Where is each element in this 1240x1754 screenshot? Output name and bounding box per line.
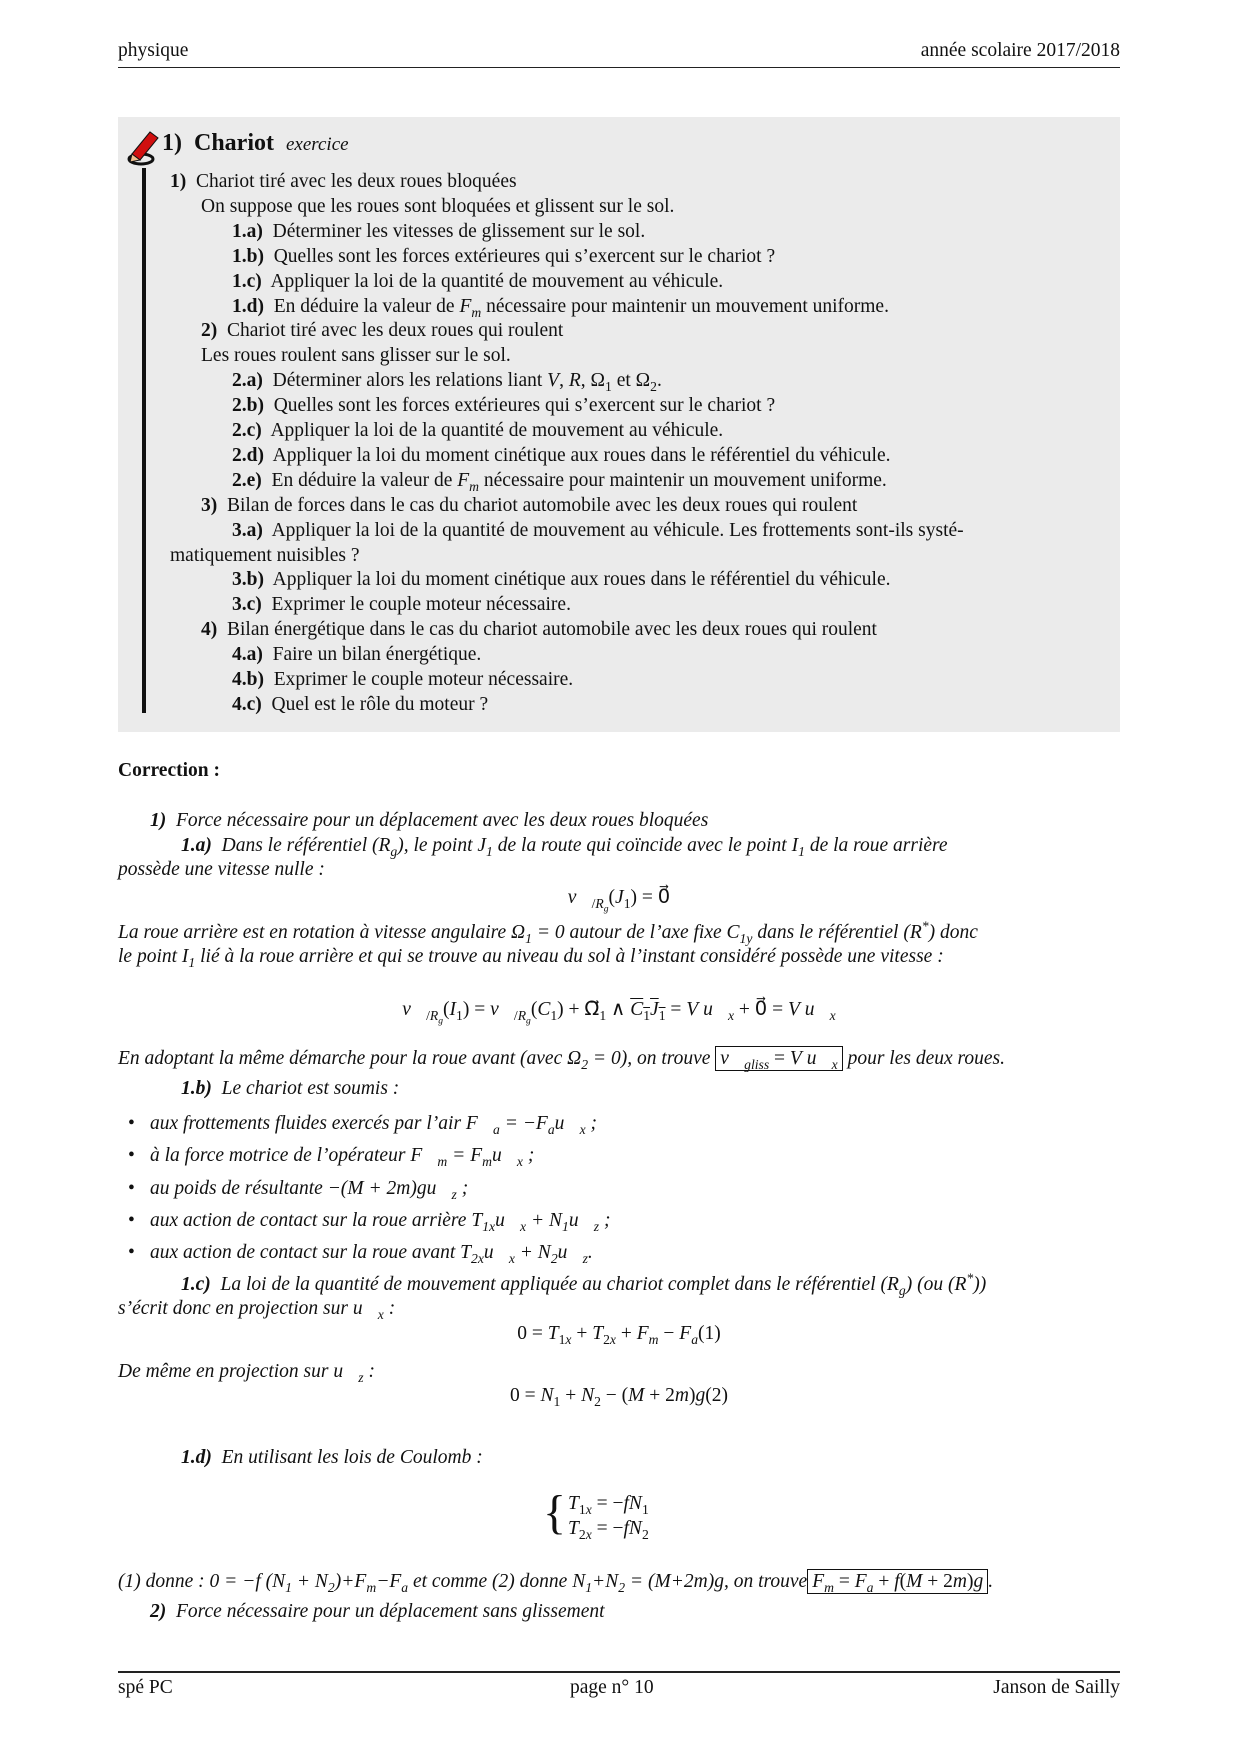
paragraph: En adoptant la même démarche pour la roue avant (avec $\Omega_2 = 0$), on trouve bbox=[118, 1048, 711, 1072]
question-line bbox=[232, 468, 887, 493]
section-title: Force nécessaire pour un déplacement sans glissement bbox=[176, 1601, 605, 1622]
exercise-title bbox=[162, 130, 349, 157]
header-rule bbox=[118, 67, 1120, 68]
paragraph: Dans le référentiel $(R_g)$, le point $J_1$ de la route qui coïncide avec le point $I_1$ de la roue arrière bbox=[221, 835, 948, 859]
question-label: 2.e) bbox=[232, 469, 262, 491]
question-text: On suppose que les roues sont bloquées et glissent sur le sol. bbox=[201, 195, 675, 217]
equation: $T_{2x} = -fN_2$ bbox=[568, 1518, 649, 1542]
question-label: 4.b) bbox=[232, 669, 264, 690]
correction-heading: Correction : bbox=[118, 760, 220, 781]
list-item bbox=[128, 1178, 468, 1200]
question-line bbox=[232, 368, 662, 393]
boxed-result: $F_m = F_a + f(M + 2m)g$ bbox=[807, 1569, 988, 1594]
list-item bbox=[128, 1242, 593, 1264]
question-label: 3) bbox=[201, 494, 218, 516]
question-line bbox=[232, 567, 891, 592]
equation: $T_{1x} = -fN_1$ bbox=[568, 1493, 649, 1517]
paragraph: le point $I_1$ lié à la roue arrière et qui se trouve au niveau du sol à l’instant considéré possède une vitesse : bbox=[118, 946, 944, 970]
question-label: 1.a) bbox=[232, 220, 263, 242]
section-label: 1) bbox=[150, 810, 167, 831]
question-label: 2) bbox=[201, 320, 218, 342]
sub-label: 1.a) bbox=[181, 835, 212, 856]
question-line bbox=[201, 318, 563, 343]
question-line bbox=[232, 219, 645, 244]
question-label: 4.c) bbox=[232, 693, 262, 715]
question-line bbox=[232, 294, 889, 319]
list-item-text: à la force motrice de l’opérateur $F⃗_m$ = $F_mu⃗_x$ ; bbox=[150, 1145, 535, 1169]
question-text: Appliquer la loi de la quantité de mouvement au véhicule. bbox=[270, 420, 724, 441]
question-line bbox=[201, 194, 674, 219]
question-text: Quelles sont les forces extérieures qui s’exercent sur le chariot ? bbox=[273, 245, 776, 267]
paragraph: pour les deux roues. bbox=[847, 1048, 1005, 1069]
question-line bbox=[232, 642, 481, 667]
sub-label: 1.b) bbox=[181, 1078, 212, 1099]
question-line bbox=[201, 617, 877, 642]
question-text: Exprimer le couple moteur nécessaire. bbox=[273, 669, 574, 690]
exercise-number: 1) bbox=[162, 130, 182, 156]
question-text: Déterminer les vitesses de glissement sur le sol. bbox=[272, 220, 646, 242]
question-label: 2.b) bbox=[232, 395, 264, 417]
document-page: physique année scolaire 2017/2018 1) Chariot exercice 1) Chariot tiré avec les deux roues bloquées On suppose que les roues sont bloquées et glissent sur le sol. 1.a) Déterminer les vitesses de glissement sur le sol. 1.b) Quelles sont les forces extérieures qui s’exercent sur le chariot ? 1.c) Appliquer la loi de la quantité de mouvement au véhicule. 1.d) En déduire la valeur de $F_m$ nécessaire pour maintenir un mouvement uniforme. 2) Chariot tiré avec les deux roues qui roulent Les roues roulent sans glisser sur le sol. 2.a) Déterminer alors les relations liant V, R, $\Omega_1$ et $\Omega_2$. 2.b) Quelles sont les forces extérieures qui s’exercent sur le chariot ? 2.c) Appliquer la loi de la quantité de mouvement au véhicule. 2.d) Appliquer la loi du moment cinétique aux roues dans le référentiel du véhicule. 2.e) En déduire la valeur de $F_m$ nécessaire pour maintenir un mouvement uniforme. 3) Bilan de forces dans le cas du chariot automobile avec les deux roues qui roulent 3.a) Appliquer la loi de la quantité de mouvement au véhicule. Les frottements sont-ils systé- matiquement nuisibles ? 3.b) Appliquer la loi du moment cinétique aux roues dans le référentiel du véhicule. 3.c) Exprimer le couple moteur nécessaire. 4) Bilan énergétique dans le cas du chariot automobile avec les deux roues qui roulent 4.a) Faire un bilan énergétique. 4.b) Exprimer le couple moteur nécessaire. 4.c) Quel est le rôle du moteur ? Correction : 1) Force nécessaire pour un déplacement avec les deux roues bloquées 1.a) Dans le référentiel $(R_g)$, le point $J_1$ de la route qui coïncide avec le point $I_1$ de la roue arrière possède une vitesse nulle : $v⃗_{/R_g}(J_1)$ = 0⃗ La roue arrière est en rotation à vitesse angulaire $\Omega_1 = 0$ autour de l’axe fixe $C_{1y}$ dans le référentiel (R*) donc le point $I_1$ lié à la roue arrière et qui se trouve au niveau du sol à l’instant considéré possède une vitesse : $v⃗_{/R_g}(I_1)$ = $v⃗_{/R_g}(C_1)$ + $\Omega⃗_1$ ∧ $C_1J_1 = V$ $u⃗_x$ + 0⃗ = V $u⃗_x$ En adoptant la même démarche pour la roue avant (avec $\Omega_2 = 0$), on trouve $v⃗_{gliss} = V$ $u⃗_x$ pour les deux roues. 1.b) Le chariot est soumis : • aux frottements fluides exercés par l’air $F⃗_a$ = $-F_au⃗_x$ ; • à la force motrice de l’opérateur $F⃗_m$ = $F_mu⃗_x$ ; • au poids de résultante $-(M + 2m)gu⃗_z$ ; • aux action de contact sur la roue arrière $T_{1x}u⃗_x$ + $N_1u⃗_z$ ; • aux action de contact sur la roue avant $T_{2x}u⃗_x$ + $N_2u⃗_z$. 1.c) La loi de la quantité de mouvement appliquée au chariot complet dans le référentiel $(R_g)$ (ou (R*)) s’écrit donc en projection sur $u⃗_x$ : $0 = T_{1x} + T_{2x} + F_m - F_a(1)$ De même en projection sur $u⃗_z$ : $0 = N_1 + N_2 - (M + 2m)g(2)$ 1.d) En utilisant les lois de Coulomb : { $T_{1x} = -fN_1$ $T_{2x} = -fN_2$ (1) donne : 0 = −f $(N_1 + N_2)+F_m-F_a$ et comme (2) donne $N_1+N_2 = (M+2m)g$, on trouve $F_m = F_a + f(M + 2m)g$ . 2) Force nécessaire pour un déplacement sans glissement spé PC page n° 10 Janson de Sailly bbox=[0, 0, 1240, 1754]
list-item bbox=[128, 1210, 610, 1232]
list-item-text: aux action de contact sur la roue arrière $T_{1x}u⃗_x$ + $N_1u⃗_z$ ; bbox=[150, 1210, 611, 1234]
equation: $0 = T_{1x} + T_{2x} + F_m - F_a(1)$ bbox=[517, 1323, 721, 1347]
question-text: Faire un bilan énergétique. bbox=[272, 644, 482, 666]
question-label: 3.a) bbox=[232, 519, 263, 541]
question-text: Quel est le rôle du moteur ? bbox=[271, 693, 489, 715]
sub-label: 1.d) bbox=[181, 1447, 212, 1468]
footer-school: Janson de Sailly bbox=[993, 1677, 1120, 1698]
section-title: Force nécessaire pour un déplacement avec les deux roues bloquées bbox=[176, 810, 709, 831]
question-line bbox=[232, 692, 488, 717]
page-number: page n° 10 bbox=[570, 1677, 654, 1698]
question-label: 1.b) bbox=[232, 245, 264, 267]
header-year: année scolaire 2017/2018 bbox=[920, 40, 1120, 61]
list-item bbox=[128, 1113, 597, 1135]
boxed-result: $v⃗_{gliss} = V$ $u⃗_x$ bbox=[715, 1046, 842, 1071]
pencil-icon bbox=[124, 128, 162, 168]
brace: { bbox=[543, 1486, 567, 1539]
question-text: Chariot tiré avec les deux roues bloquées bbox=[196, 171, 517, 192]
exercise-tag: exercice bbox=[286, 134, 349, 155]
list-item bbox=[128, 1145, 534, 1167]
question-text: Appliquer la loi de la quantité de mouvement au véhicule. bbox=[270, 270, 724, 292]
question-line bbox=[232, 269, 723, 294]
question-line bbox=[170, 169, 517, 194]
question-text: En déduire la valeur de $F_m$ nécessaire pour maintenir un mouvement uniforme. bbox=[271, 469, 887, 494]
paragraph: (1) donne : 0 = −f $(N_1 + N_2)+F_m-F_a$ et comme (2) donne $N_1+N_2 = (M+2m)g$, on trouve bbox=[118, 1571, 808, 1595]
list-item-text: aux frottements fluides exercés par l’air $F⃗_a$ = $-F_au⃗_x$ ; bbox=[150, 1113, 598, 1137]
question-text: Appliquer la loi de la quantité de mouvement au véhicule. Les frottements sont-ils systé- bbox=[271, 519, 964, 541]
equation: $v⃗_{/R_g}(I_1)$ = $v⃗_{/R_g}(C_1)$ + $\Omega⃗_1$ ∧ $C_1J_1 = V$ $u⃗_x$ + 0⃗ = V $u⃗_x$ bbox=[402, 999, 836, 1027]
question-label: 2.d) bbox=[232, 444, 264, 466]
question-label: 3.b) bbox=[232, 569, 264, 591]
question-label: 2.a) bbox=[232, 370, 263, 392]
question-line bbox=[170, 543, 360, 568]
footer-rule bbox=[118, 1671, 1120, 1673]
sub-label: 1.c) bbox=[181, 1274, 211, 1295]
paragraph: Le chariot est soumis : bbox=[221, 1078, 400, 1099]
paragraph: La loi de la quantité de mouvement appliquée au chariot complet dans le référentiel $(R_g)$ (ou (R*)) bbox=[220, 1270, 987, 1298]
paragraph: De même en projection sur $u⃗_z$ : bbox=[118, 1361, 375, 1385]
question-label: 2.c) bbox=[232, 420, 262, 441]
question-line bbox=[232, 592, 571, 617]
paragraph: En utilisant les lois de Coulomb : bbox=[221, 1447, 483, 1468]
equation: $0 = N_1 + N_2 - (M + 2m)g(2)$ bbox=[509, 1385, 729, 1409]
question-text: Appliquer la loi du moment cinétique aux roues dans le référentiel du véhicule. bbox=[272, 569, 891, 591]
question-text: Quelles sont les forces extérieures qui s’exercent sur le chariot ? bbox=[273, 395, 776, 417]
question-line bbox=[232, 244, 775, 269]
question-label: 3.c) bbox=[232, 594, 262, 616]
paragraph: La roue arrière est en rotation à vitesse angulaire $\Omega_1 = 0$ autour de l’axe fixe $C_{1y}$ dans le référentiel (R*) donc bbox=[118, 918, 978, 946]
question-text: Déterminer alors les relations liant V, R, $\Omega_1$ et $\Omega_2$. bbox=[272, 370, 662, 395]
question-line bbox=[232, 393, 775, 418]
list-item-text: au poids de résultante $-(M + 2m)gu⃗_z$ ; bbox=[150, 1178, 469, 1202]
section-label: 2) bbox=[150, 1601, 167, 1622]
header-subject: physique bbox=[118, 40, 189, 61]
question-label: 4.a) bbox=[232, 644, 263, 666]
question-text: En déduire la valeur de $F_m$ nécessaire pour maintenir un mouvement uniforme. bbox=[273, 295, 889, 320]
question-text: Chariot tiré avec les deux roues qui roulent bbox=[227, 320, 564, 342]
exercise-bar bbox=[142, 168, 146, 713]
question-line bbox=[201, 493, 857, 518]
question-label: 1.d) bbox=[232, 295, 264, 317]
question-text: Appliquer la loi du moment cinétique aux roues dans le référentiel du véhicule. bbox=[272, 444, 891, 466]
question-text: matiquement nuisibles ? bbox=[170, 544, 360, 566]
question-line bbox=[232, 667, 573, 692]
question-line bbox=[232, 443, 891, 468]
question-label: 1) bbox=[170, 171, 187, 192]
question-line bbox=[201, 343, 511, 368]
exercise-name: Chariot bbox=[194, 130, 274, 156]
question-text: Bilan de forces dans le cas du chariot automobile avec les deux roues qui roulent bbox=[227, 494, 858, 516]
question-label: 1.c) bbox=[232, 270, 262, 292]
question-text: Les roues roulent sans glisser sur le sol. bbox=[201, 345, 511, 367]
question-line bbox=[232, 518, 964, 543]
question-text: Exprimer le couple moteur nécessaire. bbox=[271, 594, 571, 616]
paragraph: possède une vitesse nulle : bbox=[118, 859, 325, 880]
list-item-text: aux action de contact sur la roue avant $T_{2x}u⃗_x$ + $N_2u⃗_z$. bbox=[150, 1242, 593, 1266]
question-line bbox=[232, 418, 723, 443]
question-label: 4) bbox=[201, 619, 218, 641]
footer-class: spé PC bbox=[118, 1677, 173, 1698]
equation: $v⃗_{/R_g}(J_1)$ = 0⃗ bbox=[567, 887, 671, 915]
paragraph: s’écrit donc en projection sur $u⃗_x$ : bbox=[118, 1298, 396, 1322]
question-text: Bilan énergétique dans le cas du chariot automobile avec les deux roues qui roulent bbox=[227, 619, 877, 641]
